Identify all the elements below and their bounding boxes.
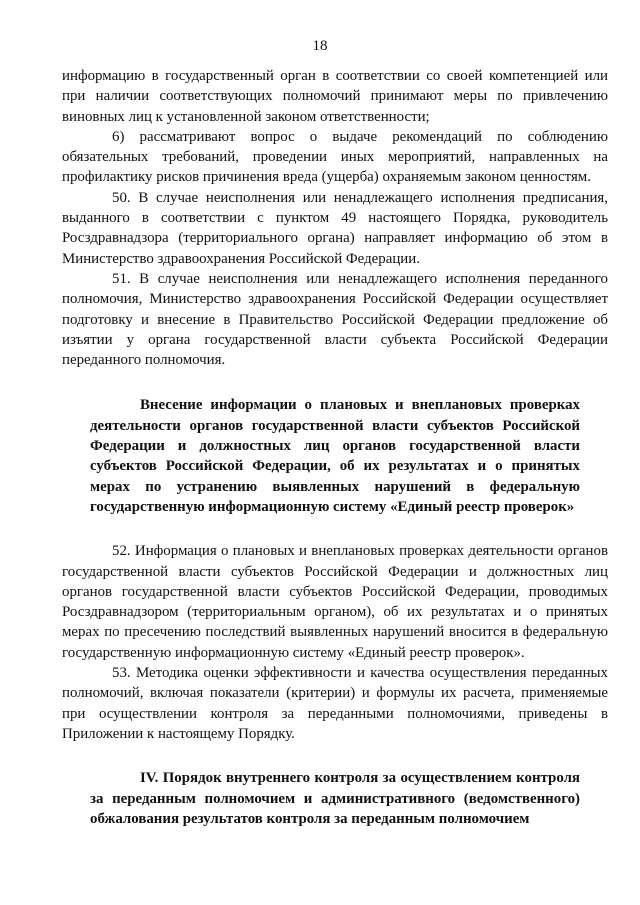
paragraph-53: 53. Методика оценки эффективности и качества осуществления переданных полномочий, включая показатели (критерии) и формулы их расчета, применяемые при осуществлении контроля за переданными полномочиями, приведены в Приложении к настоящему Порядку.	[62, 665, 608, 742]
page-number: 18	[312, 38, 328, 54]
paragraph-item-6: 6) рассматривают вопрос о выдаче рекомендаций по соблюдению обязательных требований, проведении иных мероприятий, направленных на профилактику рисков причинения вреда (ущерба) охраняемым законом ценностям.	[62, 128, 608, 186]
document-body	[62, 66, 608, 829]
paragraph-50: 50. В случае неисполнения или ненадлежащего исполнения предписания, выданного в соответствии с пунктом 49 настоящего Порядка, руководитель Росздравнадзора (территориального органа) направляет информацию об этом в Министерство здравоохранения Российской Федерации.	[62, 189, 608, 267]
section-heading-iv: IV. Порядок внутреннего контроля за осуществлением контроля за переданным полномочием и административного (ведомственного) обжалования результатов контроля за переданным полномочием	[90, 770, 580, 827]
paragraph-continuation: информацию в государственный орган в соответствии со своей компетенцией или при наличии соответствующих полномочий принимают меры по привлечению виновных лиц к установленной законом ответственности;	[62, 68, 608, 125]
section-heading-unified-register: Внесение информации о плановых и внеплановых проверках деятельности органов государственной власти субъектов Российской Федерации и должностных лиц органов государственной власти субъектов Российской Федерации, об их результатах и о принятых мерах по устранению выявленных нарушений в федеральную государственную информационную систему «Единый реестр проверок»	[90, 397, 580, 515]
paragraph-52: 52. Информация о плановых и внеплановых проверках деятельности органов государственной власти субъектов Российской Федерации и должностных лиц органов государственной власти субъектов Российской Федерации, проводимых Росздравнадзором (территориальным органом), об их результатах и о принятых мерах по пресечению последствий выявленных нарушений вносится в федеральную государственную информационную систему «Единый реестр проверок».	[62, 543, 608, 661]
paragraph-51: 51. В случае неисполнения или ненадлежащего исполнения переданного полномочия, Министерство здравоохранения Российской Федерации осуществляет подготовку и внесение в Правительство Российской Федерации предложение об изъятии у органа государственной власти субъекта Российской Федерации переданного полномочия.	[62, 270, 608, 369]
